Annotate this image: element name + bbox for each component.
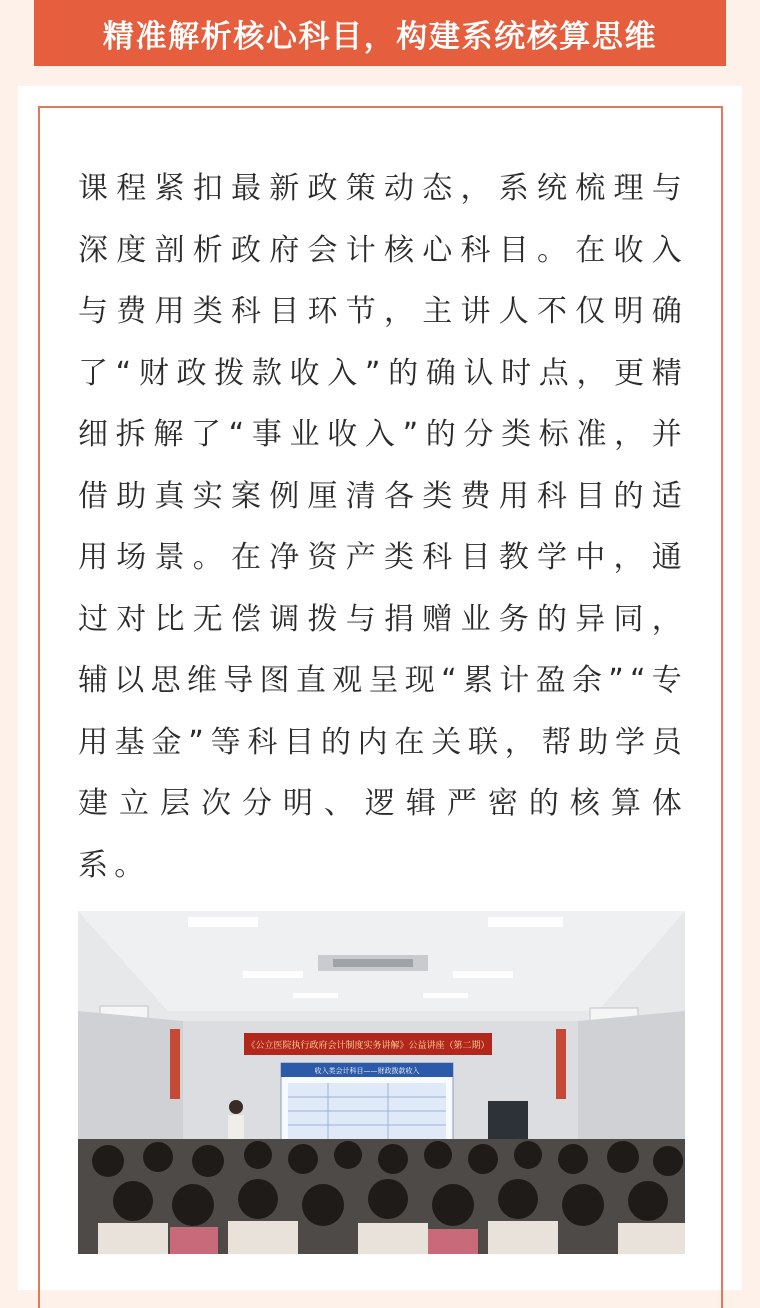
lecture-hall-illustration	[78, 911, 685, 1254]
lecture-photo	[78, 911, 685, 1254]
section-title: 精准解析核心科目，构建系统核算思维	[102, 18, 658, 55]
banner-text: 《公立医院执行政府会计制度实务讲解》公益讲座（第二期）	[246, 1041, 490, 1051]
article-paragraph: 课程紧扣最新政策动态，系统梳理与深度剖析政府会计核心科目。在收入与费用类科目环节，主讲人不仅明确了“财政拨款收入”的确认时点，更精细拆解了“事业收入”的分类标准，并借助真实案例厘清各类费用科目的适用场景。在净资产类科目教学中，通过对比无偿调拨与捐赠业务的异同，辅以思维导图直观呈现“累计盈余”“专用基金”等科目的内在关联，帮助学员建立层次分明、逻辑严密的核算体系。	[78, 171, 688, 883]
slide-title: 收入类会计科目——财政拨款收入	[314, 1067, 420, 1075]
content-card	[18, 86, 742, 1290]
card-frame	[38, 106, 723, 1308]
section-header-banner	[34, 0, 726, 66]
